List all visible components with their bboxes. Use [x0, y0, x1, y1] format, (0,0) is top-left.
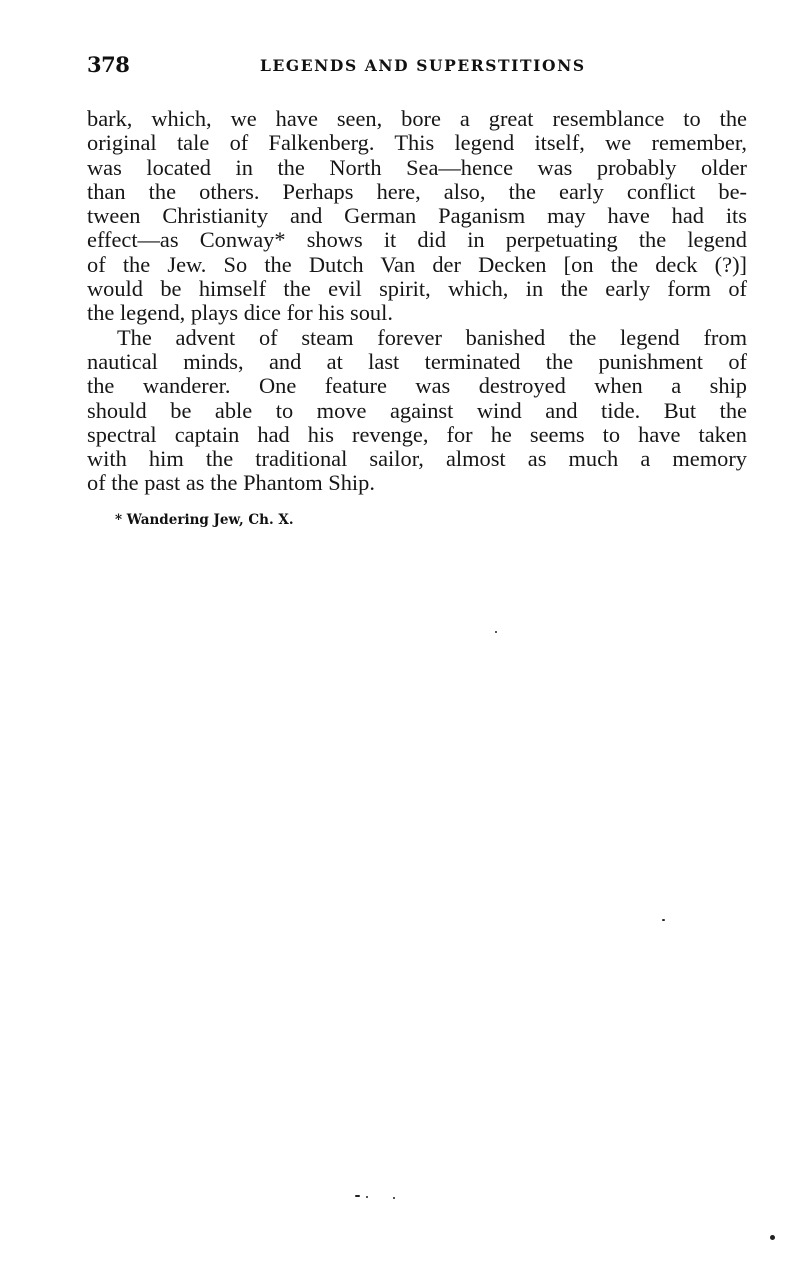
text-line: nautical minds, and at last terminated the punishment of — [87, 348, 747, 374]
scan-speck — [495, 631, 497, 633]
footnote: * Wandering Jew, Ch. X. — [115, 512, 294, 528]
text-line: should be able to move against wind and tide. But the — [87, 397, 747, 423]
paragraph-2 — [87, 326, 747, 496]
text-line: than the others. Perhaps here, also, the early conflict be- — [87, 178, 747, 204]
text-line: with him the traditional sailor, almost as much a memory — [87, 446, 747, 472]
text-line: would be himself the evil spirit, which, in the early form of — [87, 276, 747, 302]
scan-speck — [366, 1196, 368, 1198]
text-line: spectral captain had his revenge, for he seems to have taken — [87, 421, 747, 447]
paragraph-1 — [87, 107, 747, 326]
text-line: bark, which, we have seen, bore a great resemblance to the — [87, 106, 747, 131]
text-line: original tale of Falkenberg. This legend itself, we remember, — [87, 130, 747, 156]
text-line: of the past as the Phantom Ship. — [87, 470, 375, 496]
running-head — [87, 52, 747, 82]
scan-speck — [393, 1197, 395, 1199]
text-line: tween Christianity and German Paganism may have had its — [87, 203, 747, 229]
body-text — [87, 107, 747, 496]
page-number: 378 — [87, 52, 130, 77]
text-line: was located in the North Sea—hence was probably older — [87, 154, 747, 180]
text-line: of the Jew. So the Dutch Van der Decken [on the deck (?)] — [87, 251, 747, 277]
running-title: LEGENDS AND SUPERSTITIONS — [260, 56, 586, 75]
text-line: the legend, plays dice for his soul. — [87, 300, 393, 326]
text-line: the wanderer. One feature was destroyed when a ship — [87, 373, 747, 399]
text-line: effect—as Conway* shows it did in perpetuating the legend — [87, 227, 747, 253]
scan-speck — [770, 1235, 775, 1240]
scan-speck — [355, 1195, 360, 1197]
text-line: The advent of steam forever banished the legend from — [117, 324, 747, 350]
scan-speck — [662, 919, 665, 921]
